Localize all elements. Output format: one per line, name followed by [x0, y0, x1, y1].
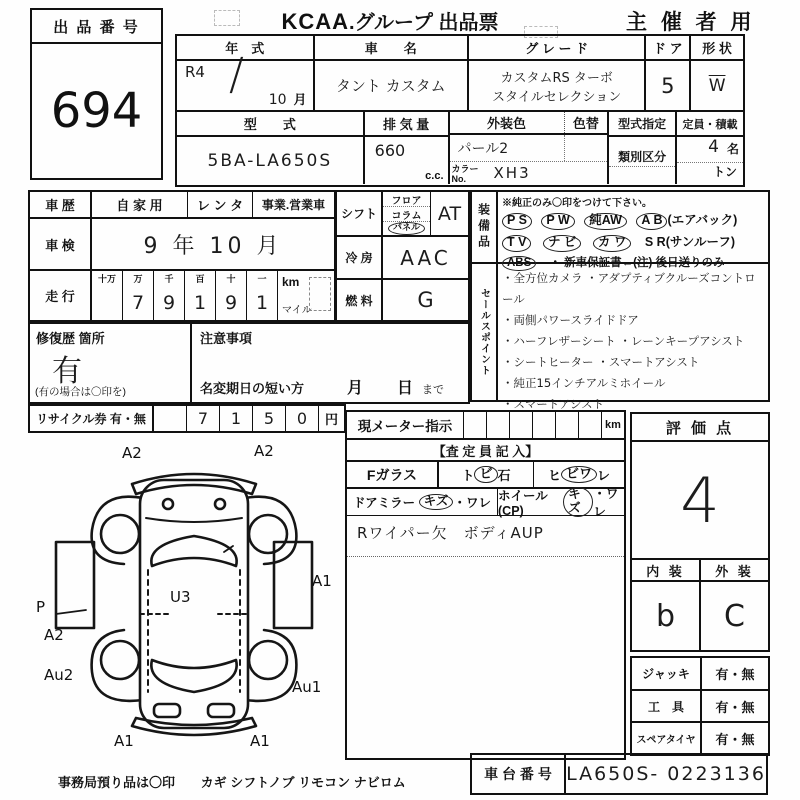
stone-chip-option: ト ビ 石 — [461, 465, 511, 483]
equipment-pw: P W — [541, 213, 574, 230]
accessory-value: 有・無 — [715, 699, 755, 715]
displacement-value: 660 — [374, 141, 406, 160]
grade-line1: カスタムRS ターボ — [500, 70, 613, 86]
wheel-row: ホイール(CP) キズ ・ワレ — [497, 489, 624, 515]
shift-label: シフト — [337, 192, 383, 235]
mileage-label: 走 行 — [30, 271, 92, 320]
inspection-label: 車 検 — [30, 219, 92, 269]
sales-point-line: ・シートヒーター ・スマートアシスト — [502, 355, 700, 369]
displacement-unit: c.c. — [425, 170, 444, 182]
mileage-digit-header: 十万 — [97, 274, 116, 284]
model-value: 5BA-LA650S — [207, 150, 333, 171]
rename-day: 日 — [396, 380, 413, 397]
wheel-front-left — [101, 515, 139, 553]
year-header: 年 式 — [177, 36, 313, 61]
front-glass-label: Fガラス — [347, 462, 439, 487]
equipment-tv: T V — [502, 235, 531, 252]
unit-km: km — [282, 275, 300, 289]
office-note — [58, 772, 406, 791]
meter-digit-cell — [532, 412, 555, 438]
grade-line2: スタイルセレクション — [492, 89, 622, 105]
mileage-digit-header: 十 — [226, 274, 236, 284]
assessor-header: 【査 定 員 記 入】 — [347, 440, 624, 462]
shift-value: AT — [437, 202, 462, 225]
damage-label: Au1 — [292, 678, 322, 696]
wheel-rear-left — [101, 641, 139, 679]
side-panel-left — [56, 542, 94, 628]
name-header: 車 名 — [315, 36, 467, 61]
equipment-aw: 純AW — [584, 213, 627, 230]
rename-until: まで — [422, 384, 444, 396]
accessory-label: 工 具 — [632, 691, 702, 722]
sales-point-line: ・スマートアシスト — [502, 397, 605, 411]
vehicle-table — [175, 34, 745, 187]
meter-unit: km — [601, 412, 624, 438]
equipment-box — [470, 190, 770, 269]
mileage-digit: 7 — [131, 292, 145, 314]
sales-point-line: ・両側パワースライドドア — [502, 313, 639, 327]
recycle-label: リサイクル券 有・無 — [30, 406, 154, 431]
interior-label: 内 装 — [632, 560, 701, 580]
load-unit: トン — [712, 165, 737, 179]
meter-digit-cell — [578, 412, 601, 438]
ext-color-value: パール2 — [457, 141, 509, 157]
brand-logo: KCAA — [281, 9, 350, 34]
sales-point-line: ・ハーフレザーシート ・レーンキープアシスト — [502, 334, 745, 348]
damage-label: P — [36, 598, 46, 616]
sales-points-box — [470, 264, 770, 411]
shift-column: コラム — [383, 207, 430, 222]
damage-label: Au2 — [44, 666, 74, 684]
mileage-digit: 1 — [193, 292, 207, 314]
sales-point-line: ・全方位カメラ ・アダプティブクルーズコントロール — [502, 271, 756, 306]
damage-label: U3 — [170, 588, 191, 606]
equipment-sr-suffix: (サンルーフ) — [665, 234, 735, 249]
shift-floor: フロア — [383, 192, 430, 207]
mirror-kizu-circled: キズ — [419, 494, 454, 511]
crack-circled: ビワ — [561, 466, 597, 483]
displacement-header: 排 気 量 — [365, 112, 448, 137]
damage-label: A2 — [44, 626, 64, 644]
accessory-label: スペアタイヤ — [632, 723, 702, 754]
exterior-label: 外 装 — [715, 563, 754, 579]
doors-value: 5 — [661, 73, 675, 98]
rename-label: 名変期日の短い方 — [200, 381, 305, 396]
recycle-row — [28, 404, 346, 433]
repair-block — [28, 322, 470, 404]
mileage-digit-header: 百 — [195, 274, 205, 284]
ac-label: 冷 房 — [337, 237, 383, 278]
capacity-unit: 名 — [726, 142, 739, 156]
history-private: 自 家 用 — [92, 192, 188, 217]
year-cell — [177, 49, 313, 110]
meter-digit-cell — [509, 412, 532, 438]
fuel-label: 燃 料 — [337, 280, 383, 320]
accessory-value: 有・無 — [715, 732, 755, 748]
model-header: 型 式 — [177, 112, 363, 137]
lot-number-value: 694 — [50, 83, 143, 139]
recycle-digit: 7 — [187, 406, 220, 431]
class-division-header: 類別区分 — [618, 149, 667, 164]
audience-label: 主 催 者 用 — [626, 11, 756, 34]
color-change-header: 色替 — [572, 116, 599, 131]
shape-value: $\overline{W}$ — [708, 75, 726, 96]
sheet-title — [240, 6, 540, 32]
recycle-digit: 5 — [253, 406, 286, 431]
sales-point-line: ・純正15インチアルミホイール — [502, 376, 666, 390]
color-no-value: XH3 — [493, 164, 531, 182]
ext-color-header: 外装色 — [450, 112, 565, 133]
damage-label: A1 — [114, 732, 134, 750]
crack-option: ヒ ビワ レ — [533, 462, 624, 487]
equipment-ab: A B — [636, 213, 667, 230]
sheet-title-suffix: .グループ 出品票 — [349, 12, 499, 34]
interior-value: b — [632, 582, 701, 650]
year-slash: ∕ — [229, 49, 244, 100]
history-rental: レ ン タ — [188, 192, 253, 217]
mileage-digit: 9 — [224, 292, 238, 314]
office-note-text: 事務局預り品は〇印 — [58, 775, 176, 790]
history-table — [28, 190, 336, 322]
rating-value: 4 — [680, 463, 720, 537]
doors-header: ド ア — [646, 36, 689, 61]
shape-header: 形 状 — [691, 36, 743, 61]
meter-digit-cell — [463, 412, 486, 438]
chassis-label: 車 台 番 号 — [472, 755, 566, 793]
lot-number-box — [30, 8, 163, 180]
accessory-label: ジャッキ — [632, 658, 702, 689]
rename-month: 月 — [346, 380, 363, 397]
damage-label: A2 — [254, 442, 274, 460]
repair-label: 修復歴 箇所 — [36, 331, 105, 346]
meter-label: 現メーター指示 — [357, 419, 453, 434]
recycle-digit — [154, 406, 187, 431]
rating-label: 評 価 点 — [632, 414, 768, 442]
damage-label: A1 — [250, 732, 270, 750]
chassis-value: LA650S- 0223136 — [566, 763, 766, 785]
mileage-digit: 9 — [162, 292, 176, 314]
ac-value: AAC — [400, 245, 451, 270]
meter-digit-cell — [555, 412, 578, 438]
damage-label: A1 — [312, 572, 332, 590]
mileage-digit — [92, 286, 122, 320]
shift-panel-circled: パネル — [388, 222, 425, 235]
unit-mile: マイル — [282, 305, 312, 316]
repair-hint: (有の場合は〇印を) — [35, 386, 126, 398]
type-approval-header: 型式指定 — [609, 112, 675, 137]
meter-digit-cell — [486, 412, 509, 438]
p-pointer-line — [56, 610, 86, 614]
accessory-value: 有・無 — [715, 666, 755, 682]
car-damage-diagram — [28, 432, 338, 760]
repair-value: 有 — [52, 354, 82, 389]
controls-table — [335, 190, 470, 322]
color-change-divider — [564, 135, 565, 161]
deposit-items: カギ シフトノブ リモコン ナビロム — [200, 775, 406, 790]
grade-header: グ レ ー ド — [469, 36, 644, 61]
sales-points-label: セールスポイント — [472, 264, 498, 400]
caution-label: 注意事項 — [200, 331, 253, 346]
wheel-front-right — [249, 515, 287, 553]
fuel-value: G — [417, 288, 434, 312]
inspection-value: 9 年 10 月 — [143, 233, 283, 259]
accessories-table — [630, 656, 770, 756]
equipment-ab-suffix: (エアバック) — [667, 213, 738, 227]
mileage-digit-header: 万 — [133, 274, 143, 284]
equipment-warranty: ・ 新車保証書←(注) 後日送りのみ — [549, 256, 725, 269]
mileage-stamp-box — [309, 277, 331, 311]
history-label: 車 歴 — [30, 192, 92, 217]
color-no-label: カラーNo. — [451, 164, 479, 184]
recycle-unit: 円 — [324, 412, 338, 427]
side-panel-right — [274, 542, 312, 628]
mileage-digit: 1 — [255, 292, 269, 314]
equipment-sr: S R — [644, 234, 666, 249]
door-mirror-row: ドアミラー キズ ・ワレ — [353, 493, 491, 510]
chassis-box — [470, 753, 768, 795]
recycle-digit: 0 — [286, 406, 319, 431]
equipment-label: 装備品 — [472, 192, 498, 262]
damage-label: A2 — [122, 444, 142, 462]
equipment-ps: P S — [502, 213, 532, 230]
dotted-mark — [214, 10, 240, 26]
stone-chip-circled: ビ — [474, 466, 497, 483]
lot-number-label: 出 品 番 号 — [32, 10, 161, 44]
recycle-digit: 1 — [220, 406, 253, 431]
equipment-abs: ABS — [502, 256, 536, 272]
equipment-navi: ナ ビ — [543, 235, 581, 252]
history-business: 事業.営業車 — [261, 198, 326, 212]
capacity-value: 4 — [708, 137, 719, 157]
capacity-header: 定員・積載 — [677, 112, 743, 137]
month-unit: 月 — [293, 92, 307, 107]
year-value: R4 — [185, 63, 205, 81]
assessor-panel — [345, 410, 626, 760]
exterior-value: C — [724, 598, 745, 634]
wheel-kizu-circled: キズ — [563, 487, 593, 518]
month-value: 10 — [268, 92, 287, 108]
mileage-digit-header: 一 — [257, 274, 267, 284]
mileage-digit-header: 千 — [164, 274, 174, 284]
equipment-note: ※純正のみ〇印をつけて下さい。 — [502, 198, 652, 209]
assessor-note: Rワイパー欠 ボディAUP — [347, 516, 624, 557]
equipment-leather: カ ワ — [593, 235, 631, 252]
rating-panel — [630, 412, 770, 652]
name-value: タント カスタム — [335, 77, 446, 95]
color-no-divider — [450, 161, 608, 162]
wheel-rear-right — [249, 641, 287, 679]
